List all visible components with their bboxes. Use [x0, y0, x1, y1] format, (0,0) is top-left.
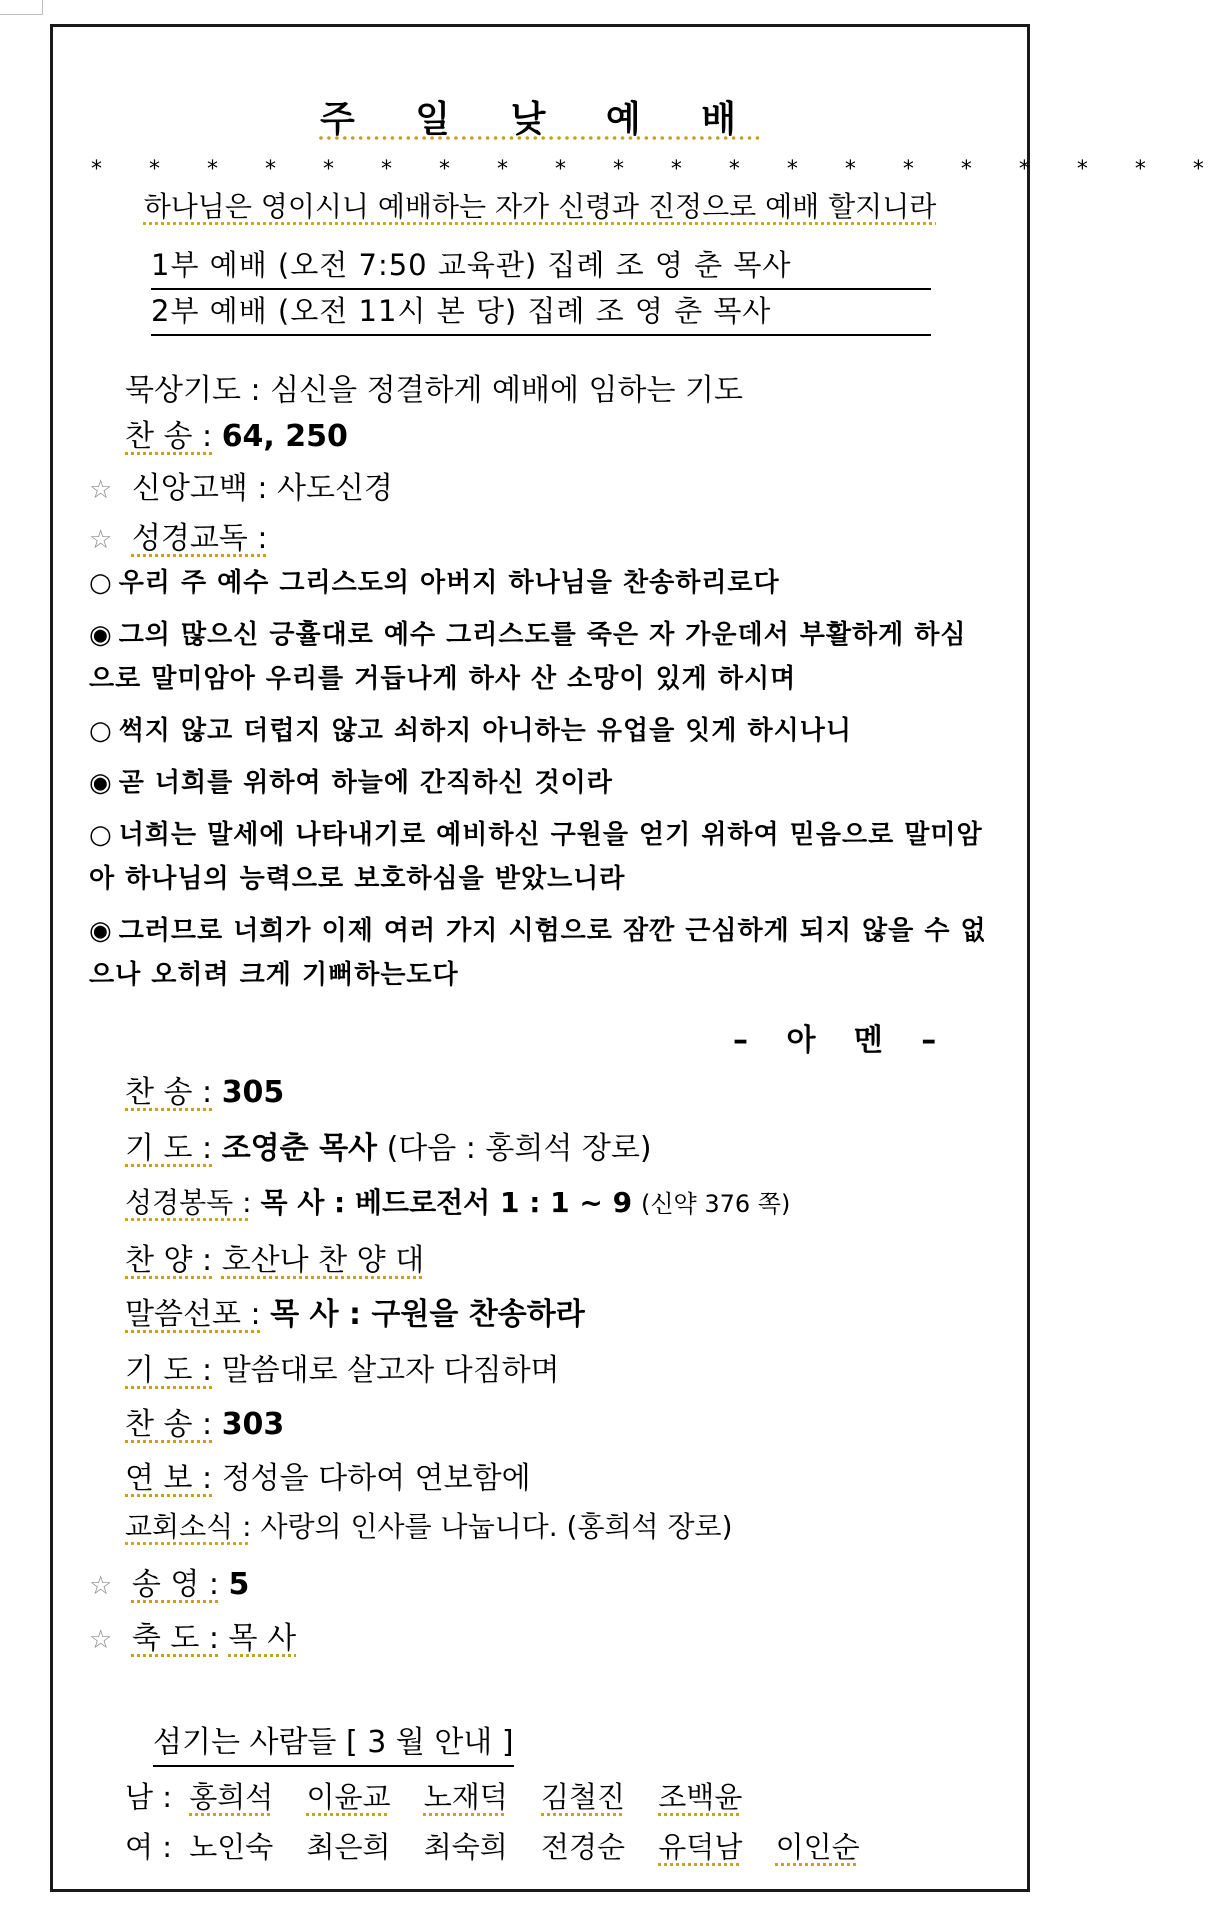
service-2: 2부 예배 (오전 11시 본 당) 집례 조 영 춘 목사	[151, 289, 931, 336]
star-icon: ☆	[89, 525, 113, 555]
order-item: ☆ 성경교독 :	[89, 521, 268, 556]
star-icon: ☆	[89, 1625, 113, 1655]
reading-line: ◉ 곧 너희를 위하여 하늘에 간직하신 것이라	[89, 768, 613, 798]
scripture-verse: 하나님은 영이시니 예배하는 자가 신령과 진정으로 예배 할지니라	[143, 190, 937, 223]
order-item: 찬 송 : 303	[125, 1407, 285, 1442]
service-1: 1부 예배 (오전 7:50 교육관) 집례 조 영 춘 목사	[151, 243, 931, 290]
order-item: 말씀선포 : 목 사 : 구원을 찬송하라	[125, 1297, 585, 1332]
servers-female: 여 : 노인숙 최은희 최숙희 전경순 유덕남 이인순	[125, 1830, 860, 1864]
order-item: 찬 송 : 64, 250	[125, 419, 348, 454]
order-item: 교회소식 : 사랑의 인사를 나눕니다. (홍희석 장로)	[125, 1510, 733, 1543]
reading-line: ○ 우리 주 예수 그리스도의 아버지 하나님을 찬송하리로다	[89, 568, 780, 598]
order-item: ☆ 송 영 : 5	[89, 1567, 250, 1602]
servers-title: 섬기는 사람들 [ 3 월 안내 ]	[153, 1717, 514, 1767]
order-item: 찬 양 : 호산나 찬 양 대	[125, 1243, 425, 1278]
reading-line: ◉ 그러므로 너희가 이제 여러 가지 시험으로 잠깐 근심하게 되지 않을 수 없으나 오히려 크게 기뻐하는도다	[89, 916, 987, 990]
order-item: 연 보 : 정성을 다하여 연보함에	[125, 1461, 531, 1496]
reading-line: ◉ 그의 많으신 긍휼대로 예수 그리스도를 죽은 자 가운데서 부활하게 하심으로 말미암아 우리를 거듭나게 하사 산 소망이 있게 하시며	[89, 620, 967, 694]
order-item: ☆ 신앙고백 : 사도신경	[89, 471, 393, 506]
page-corner-marker	[0, 0, 43, 15]
reading-line: ○ 썩지 않고 더럽지 않고 쇠하지 아니하는 유업을 잇게 하시나니	[89, 716, 853, 746]
responsive-reading	[89, 561, 989, 997]
reading-line: ○ 너희는 말세에 나타내기로 예비하신 구원을 얻기 위하여 믿음으로 말미암아 하나님의 능력으로 보호하심을 받았느니라	[89, 820, 983, 894]
star-icon: ☆	[89, 1571, 113, 1601]
amen: – 아 멘 –	[733, 1023, 951, 1058]
star-icon: ☆	[89, 475, 113, 505]
order-item: 성경봉독 : 목 사 : 베드로전서 1 : 1 ~ 9 (신약 376 쪽)	[125, 1186, 791, 1219]
page-title: 주 일 낮 예 배	[319, 99, 760, 140]
order-item: ☆ 축 도 : 목 사	[89, 1621, 297, 1656]
servers-male: 남 : 홍희석 이윤교 노재덕 김철진 조백윤	[125, 1780, 743, 1814]
bulletin-page	[50, 24, 1224, 1892]
order-item: 묵상기도 : 심신을 정결하게 예배에 임하는 기도	[125, 373, 743, 408]
order-item: 기 도 : 말씀대로 살고자 다짐하며	[125, 1353, 560, 1388]
star-divider: * * * * * * * * * * * * * * * * * * * *	[91, 157, 1224, 182]
order-item: 기 도 : 조영춘 목사 (다음 : 홍희석 장로)	[125, 1131, 652, 1166]
order-item: 찬 송 : 305	[125, 1075, 285, 1110]
